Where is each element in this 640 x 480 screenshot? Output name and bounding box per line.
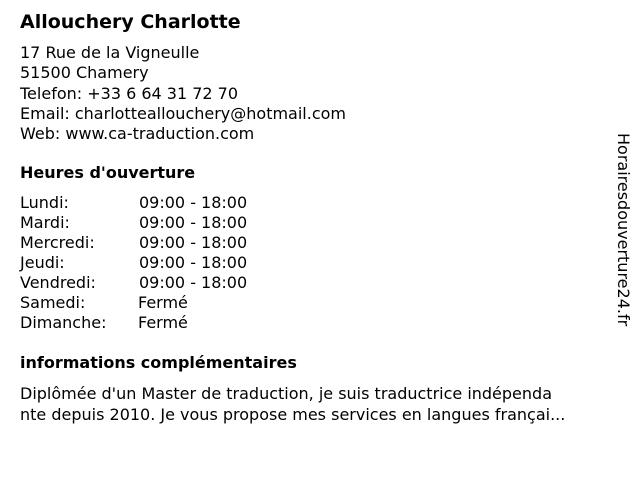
time-value: 09:00 - 18:00 bbox=[139, 253, 248, 272]
street-address: 17 Rue de la Vigneulle bbox=[20, 43, 200, 62]
website-address: Web: www.ca-traduction.com bbox=[20, 124, 255, 144]
time-value: 09:00 - 18:00 bbox=[139, 233, 248, 252]
time-value: 09:00 - 18:00 bbox=[139, 193, 248, 212]
opening-hours-heading: Heures d'ouverture bbox=[20, 163, 196, 182]
time-value: 09:00 - 18:00 bbox=[139, 273, 248, 292]
day-label: Samedi: bbox=[20, 293, 86, 312]
day-label: Vendredi: bbox=[20, 273, 96, 292]
day-label: Mercredi: bbox=[20, 233, 95, 252]
site-watermark: Horairesdouverture24.fr bbox=[614, 133, 633, 327]
business-name: Allouchery Charlotte bbox=[20, 11, 241, 33]
phone-number: Telefon: +33 6 64 31 72 70 bbox=[20, 83, 239, 103]
time-value: 09:00 - 18:00 bbox=[139, 213, 248, 232]
contact-block bbox=[20, 43, 346, 144]
day-label: Jeudi: bbox=[20, 253, 65, 272]
day-label: Lundi: bbox=[20, 193, 69, 212]
city-postal-code: 51500 Chamery bbox=[20, 63, 149, 83]
additional-info-heading: informations complémentaires bbox=[20, 353, 297, 372]
day-label: Mardi: bbox=[20, 213, 70, 232]
time-value: Fermé bbox=[138, 293, 188, 312]
description-text bbox=[20, 384, 620, 425]
description-line-2: nte depuis 2010. Je vous propose mes services en langues françai... bbox=[20, 404, 566, 424]
time-value: Fermé bbox=[138, 313, 188, 332]
email-address: Email: charlotteallouchery@hotmail.com bbox=[20, 103, 347, 123]
day-label: Dimanche: bbox=[20, 313, 107, 332]
description-line-1: Diplômée d'un Master de traduction, je suis traductrice indépenda bbox=[20, 384, 552, 403]
